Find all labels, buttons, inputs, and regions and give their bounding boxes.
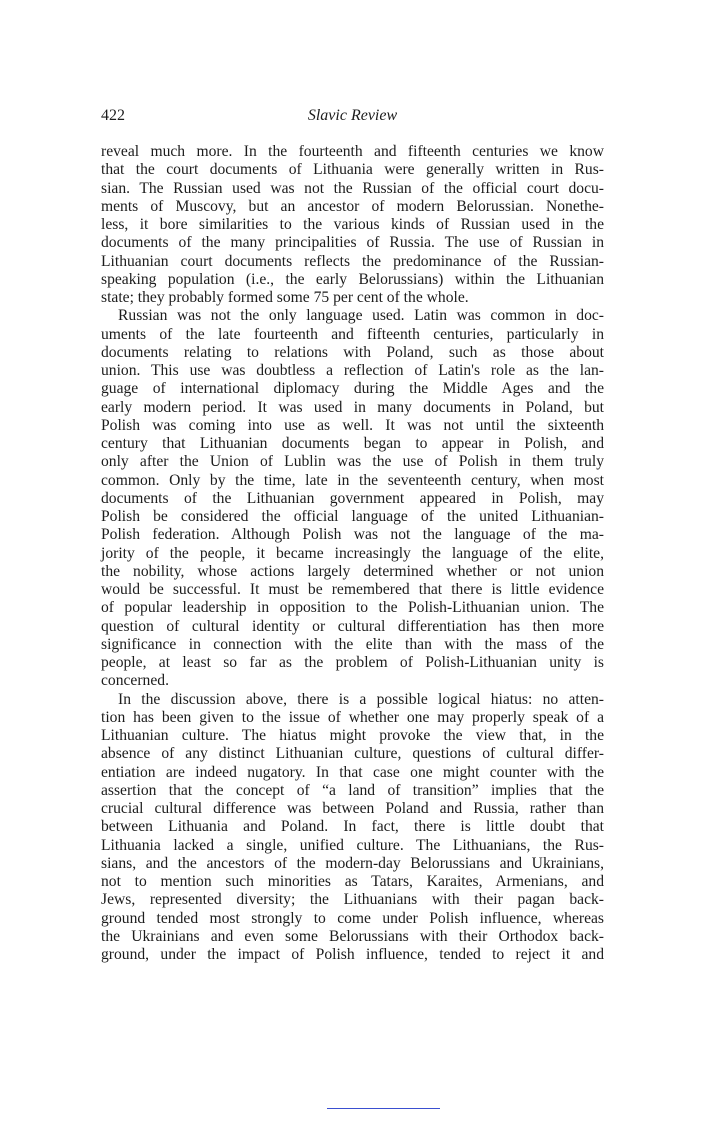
text-line: the nobility, whose actions largely determined whether or not union — [101, 562, 604, 580]
text-line: people, at least so far as the problem of Polish-Lithuanian unity is — [101, 654, 604, 671]
text-line: Lithuanian culture. The hiatus might provoke the view that, in the — [101, 727, 604, 744]
text-line: speaking population (i.e., the early Belorussians) within the Lithuanian — [101, 270, 604, 288]
text-line: common. Only by the time, late in the seventeenth century, when most — [101, 471, 604, 489]
text-line: ground, under the impact of Polish influence, tended to reject it and — [101, 946, 604, 963]
text-line: ground tended most strongly to come under Polish influence, whereas — [101, 909, 604, 927]
text-line: union. This use was doubtless a reflection of Latin's role as the lan- — [101, 362, 604, 379]
text-line: sians, and the ancestors of the modern-day Belorussians and Ukrainians, — [101, 854, 604, 872]
text-line: Polish be considered the official language of the united Lithuanian- — [101, 508, 604, 525]
running-head — [101, 106, 604, 126]
body-text — [101, 143, 604, 964]
journal-title: Slavic Review — [307, 107, 398, 124]
footer-rule — [327, 1108, 440, 1109]
text-line: tion has been given to the issue of whether one may properly speak of a — [101, 708, 604, 726]
text-line: jority of the people, it became increasingly the language of the elite, — [101, 544, 604, 562]
text-line: Polish federation. Although Polish was not the language of the ma- — [101, 526, 604, 544]
text-line: ments of Muscovy, but an ancestor of modern Belorussian. Nonethe- — [101, 197, 604, 215]
text-line: would be successful. It must be remembered that there is little evidence — [101, 581, 604, 598]
text-line: guage of international diplomacy during the Middle Ages and the — [101, 380, 604, 398]
text-line: uments of the late fourteenth and fifteenth centuries, particularly in — [101, 325, 604, 343]
text-line: reveal much more. In the fourteenth and fifteenth centuries we know — [101, 143, 604, 160]
text-line: Lithuanian court documents reflects the predominance of the Russian- — [101, 252, 604, 270]
paragraph-2 — [101, 307, 604, 690]
paragraph-3 — [101, 691, 604, 965]
text-line: Lithuania lacked a single, unified culture. The Lithuanians, the Rus- — [101, 836, 604, 854]
text-line: documents of the many principalities of Russia. The use of Russian in — [101, 234, 604, 252]
text-line: absence of any distinct Lithuanian culture, questions of cultural differ- — [101, 745, 604, 763]
text-line: of popular leadership in opposition to the Polish-Lithuanian union. The — [101, 599, 604, 617]
text-line: significance in connection with the elite than with the mass of the — [101, 635, 604, 653]
text-line: documents relating to relations with Poland, such as those about — [101, 343, 604, 361]
text-line: only after the Union of Lublin was the use of Polish in them truly — [101, 453, 604, 471]
text-line: Polish was coming into use as well. It was not until the sixteenth — [101, 416, 604, 434]
text-line: crucial cultural difference was between Poland and Russia, rather than — [101, 800, 604, 817]
text-line: concerned. — [101, 672, 169, 690]
text-line: Jews, represented diversity; the Lithuanians with their pagan back- — [101, 891, 604, 909]
text-line: that the court documents of Lithuania were generally written in Rus- — [101, 161, 604, 179]
text-line: state; they probably formed some 75 per cent of the whole. — [101, 289, 469, 306]
text-line: sian. The Russian used was not the Russian of the official court docu- — [101, 179, 604, 197]
text-line: between Lithuania and Poland. In fact, there is little doubt that — [101, 818, 604, 836]
text-line: the Ukrainians and even some Belorussians with their Orthodox back- — [101, 927, 604, 945]
paragraph-1 — [101, 143, 604, 307]
text-line: not to mention such minorities as Tatars, Karaites, Armenians, and — [101, 873, 604, 890]
text-line: early modern period. It was used in many documents in Poland, but — [101, 398, 604, 416]
text-line: documents of the Lithuanian government appeared in Polish, may — [101, 489, 604, 507]
text-line: In the discussion above, there is a possible logical hiatus: no atten- — [118, 690, 604, 708]
page-number: 422 — [101, 107, 125, 124]
text-line: question of cultural identity or cultural differentiation has then more — [101, 617, 604, 635]
text-line: Russian was not the only language used. Latin was common in doc- — [118, 307, 604, 325]
text-line: entiation are indeed nugatory. In that case one might counter with the — [101, 763, 604, 781]
text-line: less, it bore similarities to the various kinds of Russian used in the — [101, 216, 604, 233]
text-line: assertion that the concept of “a land of transition” implies that the — [101, 781, 604, 799]
text-line: century that Lithuanian documents began to appear in Polish, and — [101, 435, 604, 452]
